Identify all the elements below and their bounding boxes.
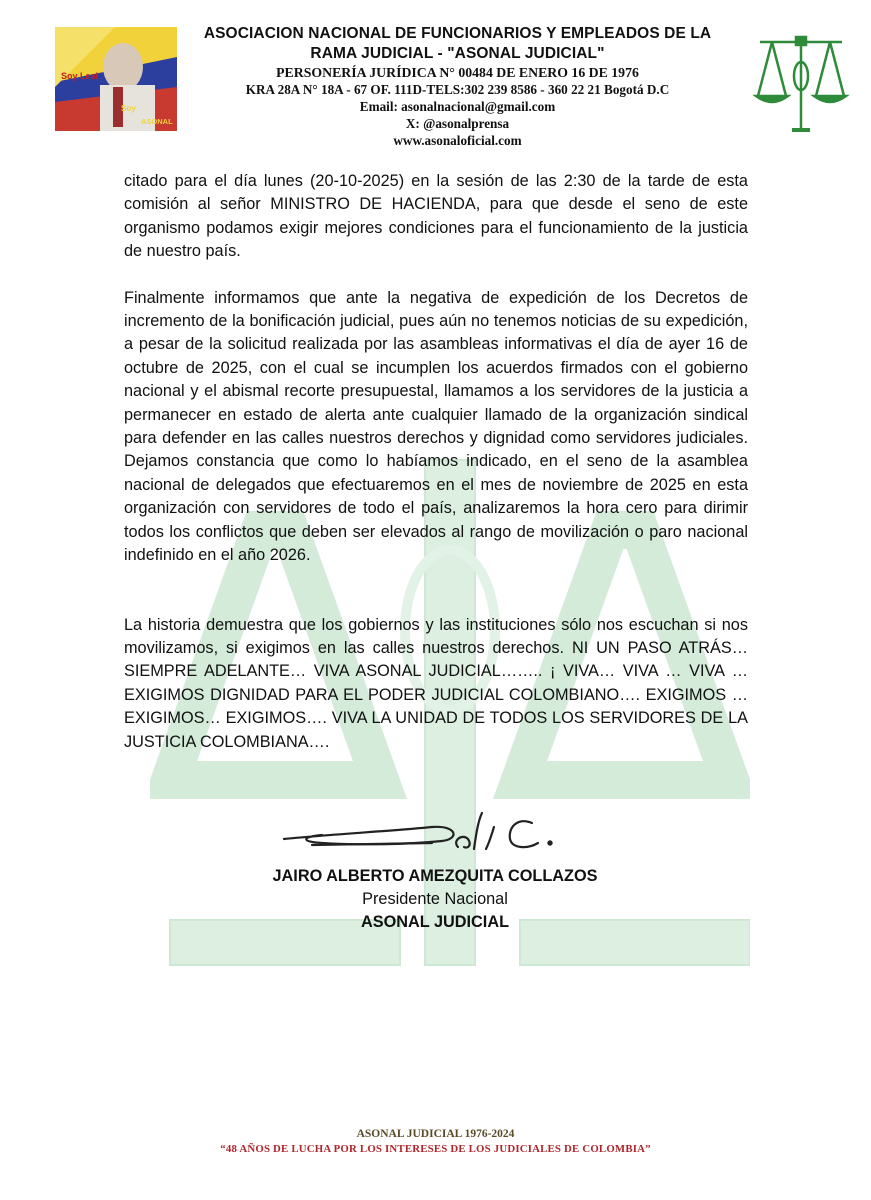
page-footer — [150, 1127, 721, 1157]
logo-text-1: Soy Leal — [61, 71, 99, 81]
paragraph-3: La historia demuestra que los gobiernos y las instituciones sólo nos escuchan si nos movilizamos, si exigimos en las calles nuestros derechos. NI UN PASO ATRÁS… SIEMPRE ADELANTE… VIVA ASONAL JUDICIAL…….. ¡ VIVA… VIVA … VIVA …EXIGIMOS DIGNIDAD PARA EL PODER JUDICIAL COLOMBIANO…. EXIGIMOS … EXIGIMOS… EXIGIMOS…. VIVA LA UNIDAD DE TODOS LOS SERVIDORES DE LA JUSTICIA COLOMBIANA…. — [124, 615, 748, 751]
footer-motto: “48 AÑOS DE LUCHA POR LOS INTERESES DE LOS JUDICIALES DE COLOMBIA” — [220, 1143, 651, 1155]
org-name-line2: RAMA JUDICIAL - "ASONAL JUDICIAL" — [310, 45, 605, 62]
footer-years: ASONAL JUDICIAL 1976-2024 — [356, 1128, 515, 1140]
signer-title: Presidente Nacional — [362, 890, 508, 908]
org-name-line1: ASOCIACION NACIONAL DE FUNCIONARIOS Y EMPLEADOS DE LA — [203, 25, 712, 42]
asonal-photo-logo — [55, 27, 177, 131]
x-handle: X: @asonalprensa — [405, 116, 510, 131]
personeria-juridica: PERSONERÍA JURÍDICA N° 00484 DE ENERO 16 DE 1976 — [276, 65, 639, 80]
logo-text-3: ASONAL — [141, 117, 173, 126]
scales-of-justice-icon — [752, 34, 850, 134]
address-phone: KRA 28A N° 18A - 67 OF. 111D-TELS:302 239 8586 - 360 22 21 Bogotá D.C — [245, 82, 670, 97]
paragraph-2: Finalmente informamos que ante la negativa de expedición de los Decretos de incremento de la bonificación judicial, pues aún no tenemos noticias de su expedición, a pesar de la solicitud realizada por las asambleas informativas el día de ayer 16 de octubre de 2025, con el cual se incumplen los acuerdos firmados con el gobierno nacional y el abismal recorte presupuestal, llamamos a los servidores de la justicia a permanecer en estado de alerta ante cualquier llamado de la organización sindical para defender en las calles nuestros derechos y dignidad como servidores judiciales. Dejamos constancia que como lo habíamos indicado, en el seno de la asamblea nacional de delegados que efectuaremos en el mes de noviembre de 2025 en esta organización con servidores de todo el país, analizaremos la hora cero para dirimir todos los conflictos que deben ser elevados al rango de movilización o paro nacional indefinido en el año 2026. — [124, 288, 748, 565]
email: Email: asonalnacional@gmail.com — [359, 99, 556, 114]
letterhead — [185, 24, 730, 149]
handwritten-signature — [282, 805, 582, 865]
paragraph-1: citado para el día lunes (20-10-2025) en la sesión de las 2:30 de la tarde de esta comisión al señor MINISTRO DE HACIENDA, para que desde el seno de este organismo podamos exigir mejores condiciones para el funcionamiento de la justicia de nuestro país. — [124, 172, 748, 261]
website: www.asonaloficial.com — [393, 133, 522, 148]
signature-block — [220, 865, 650, 934]
letter-body — [124, 170, 748, 754]
signer-organization: ASONAL JUDICIAL — [360, 913, 510, 931]
logo-text-2: Soy — [121, 104, 136, 113]
signer-name: JAIRO ALBERTO AMEZQUITA COLLAZOS — [272, 867, 598, 885]
